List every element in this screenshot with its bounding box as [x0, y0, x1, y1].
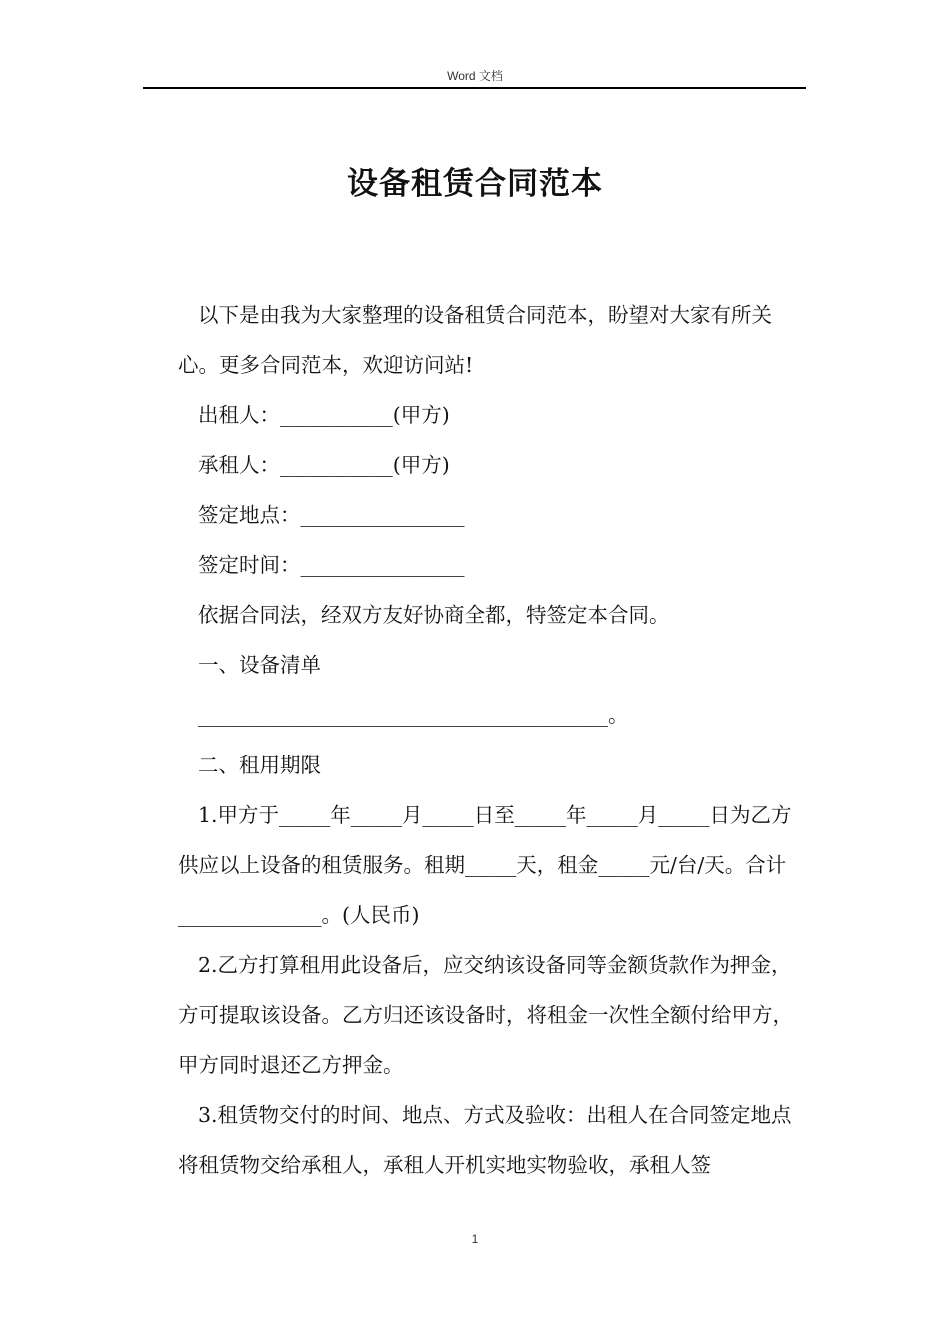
document-title: 设备租赁合同范本 [347, 166, 603, 202]
document-body [178, 290, 806, 1190]
paragraph-clause-1: 1.甲方于_____年_____月_____日至_____年_____月_____日为乙方供应以上设备的租赁服务。租期_____天，租金_____元/台/天。合计______________。(人民币) [178, 803, 792, 927]
paragraph-sign-time: 签定时间：________________ [198, 553, 465, 577]
paragraph-sign-place: 签定地点：________________ [198, 503, 465, 527]
paragraph-intro: 以下是由我为大家整理的设备租赁合同范本，盼望对大家有所关心。更多合同范本，欢迎访问站! [178, 303, 772, 377]
page-number: 1 [471, 1232, 479, 1246]
page-header: Word 文档 [447, 69, 503, 83]
paragraph-clause-3: 3.租赁物交付的时间、地点、方式及验收：出租人在合同签定地点将租赁物交给承租人，承租人开机实地实物验收，承租人签 [178, 1103, 792, 1177]
paragraph-clause-2: 2.乙方打算租用此设备后，应交纳该设备同等金额货款作为押金，方可提取该设备。乙方归还该设备时，将租金一次性全额付给甲方，甲方同时退还乙方押金。 [178, 953, 793, 1077]
paragraph-lessee: 承租人：___________(甲方) [198, 453, 450, 477]
paragraph-equipment-blank: ________________________________________。 [198, 703, 629, 727]
paragraph-lessor: 出租人：___________(甲方) [198, 403, 450, 427]
section-heading-lease-term: 二、租用期限 [198, 753, 321, 777]
paragraph-agreement: 依据合同法，经双方友好协商全都，特签定本合同。 [198, 603, 670, 627]
header-divider [143, 87, 806, 89]
section-heading-equipment-list: 一、设备清单 [198, 653, 321, 677]
